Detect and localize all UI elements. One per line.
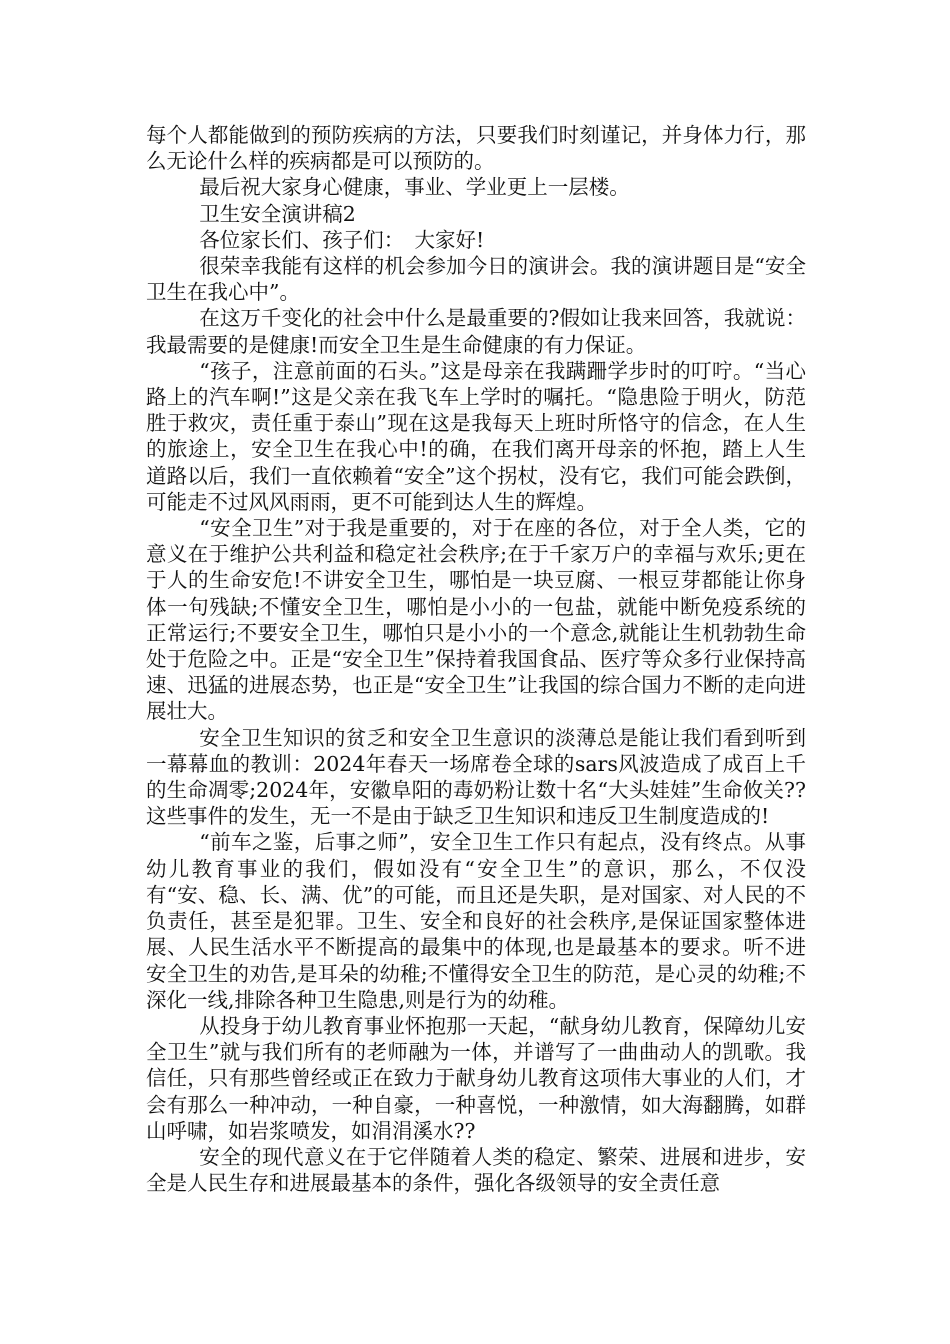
document-body: [146, 122, 806, 1196]
paragraph-12: 安全的现代意义在于它伴随着人类的稳定、繁荣、进展和进步，安全是人民生存和进展最基本的条件，强化各级领导的安全责任意: [146, 1144, 806, 1196]
paragraph-10: “前车之鉴，后事之师”，安全卫生工作只有起点，没有终点。从事幼儿教育事业的我们，假如没有“安全卫生”的意识，那么，不仅没有“安、稳、长、满、优”的可能，而且还是失职，是对国家、对人民的不负责任，甚至是犯罪。卫生、安全和良好的社会秩序,是保证国家整体进展、人民生活水平不断提高的最集中的体现,也是最基本的要求。听不进安全卫生的劝告,是耳朵的幼稚;不懂得安全卫生的防范，是心灵的幼稚;不深化一线,排除各种卫生隐患,则是行为的幼稚。: [146, 830, 806, 1012]
paragraph-5: 很荣幸我能有这样的机会参加今日的演讲会。我的演讲题目是“安全卫生在我心中”。: [146, 254, 806, 305]
section-title: 卫生安全演讲稿2: [199, 201, 356, 226]
paragraph-1: 每个人都能做到的预防疾病的方法，只要我们时刻谨记，并身体力行，那么无论什么样的疾病都是可以预防的。: [146, 123, 806, 174]
greeting: 各位家长们、孩子们： 大家好!: [199, 227, 485, 252]
paragraph-2: 最后祝大家身心健康，事业、学业更上一层楼。: [199, 175, 630, 200]
paragraph-7: “孩子，注意前面的石头。”这是母亲在我蹒跚学步时的叮咛。“当心路上的汽车啊!”这是父亲在我飞车上学时的嘱托。“隐患险于明火，防范胜于救灾，责任重于泰山”现在这是我每天上班时所恪守的信念，在人生的旅途上，安全卫生在我心中!的确，在我们离开母亲的怀抱，踏上人生道路以后，我们一直依赖着“安全”这个拐杖，没有它，我们可能会跌倒，可能走不过风风雨雨，更不可能到达人生的辉煌。: [146, 358, 806, 514]
paragraph-11: 从投身于幼儿教育事业怀抱那一天起，“献身幼儿教育，保障幼儿安全卫生”就与我们所有的老师融为一体，并谱写了一曲曲动人的凯歌。我信任，只有那些曾经或正在致力于献身幼儿教育这项伟大事业的人们，才会有那么一种冲动，一种自豪，一种喜悦，一种激情，如大海翻腾，如群山呼啸，如岩浆喷发，如涓涓溪水??: [146, 1013, 806, 1143]
paragraph-6: 在这万千变化的社会中什么是最重要的?假如让我来回答，我就说：我最需要的是健康!而安全卫生是生命健康的有力保证。: [146, 306, 806, 357]
paragraph-8: “安全卫生”对于我是重要的，对于在座的各位，对于全人类，它的意义在于维护公共利益和稳定社会秩序;在于千家万户的幸福与欢乐;更在于人的生命安危!不讲安全卫生，哪怕是一块豆腐、一根豆芽都能让你身体一句残缺;不懂安全卫生，哪怕是小小的一包盐，就能中断免疫系统的正常运行;不要安全卫生，哪怕只是小小的一个意念,就能让生机勃勃生命处于危险之中。正是“安全卫生”保持着我国食品、医疗等众多行业保持高速、迅猛的进展态势，也正是“安全卫生”让我国的综合国力不断的走向进展壮大。: [146, 516, 806, 724]
paragraph-9: 安全卫生知识的贫乏和安全卫生意识的淡薄总是能让我们看到听到一幕幕血的教训：2024年春天一场席卷全球的sars风波造成了成百上千的生命凋零;2024年，安徽阜阳的毒奶粉让数十名“大头娃娃”生命攸关??这些事件的发生，无一不是由于缺乏卫生知识和违反卫生制度造成的!: [146, 725, 806, 829]
